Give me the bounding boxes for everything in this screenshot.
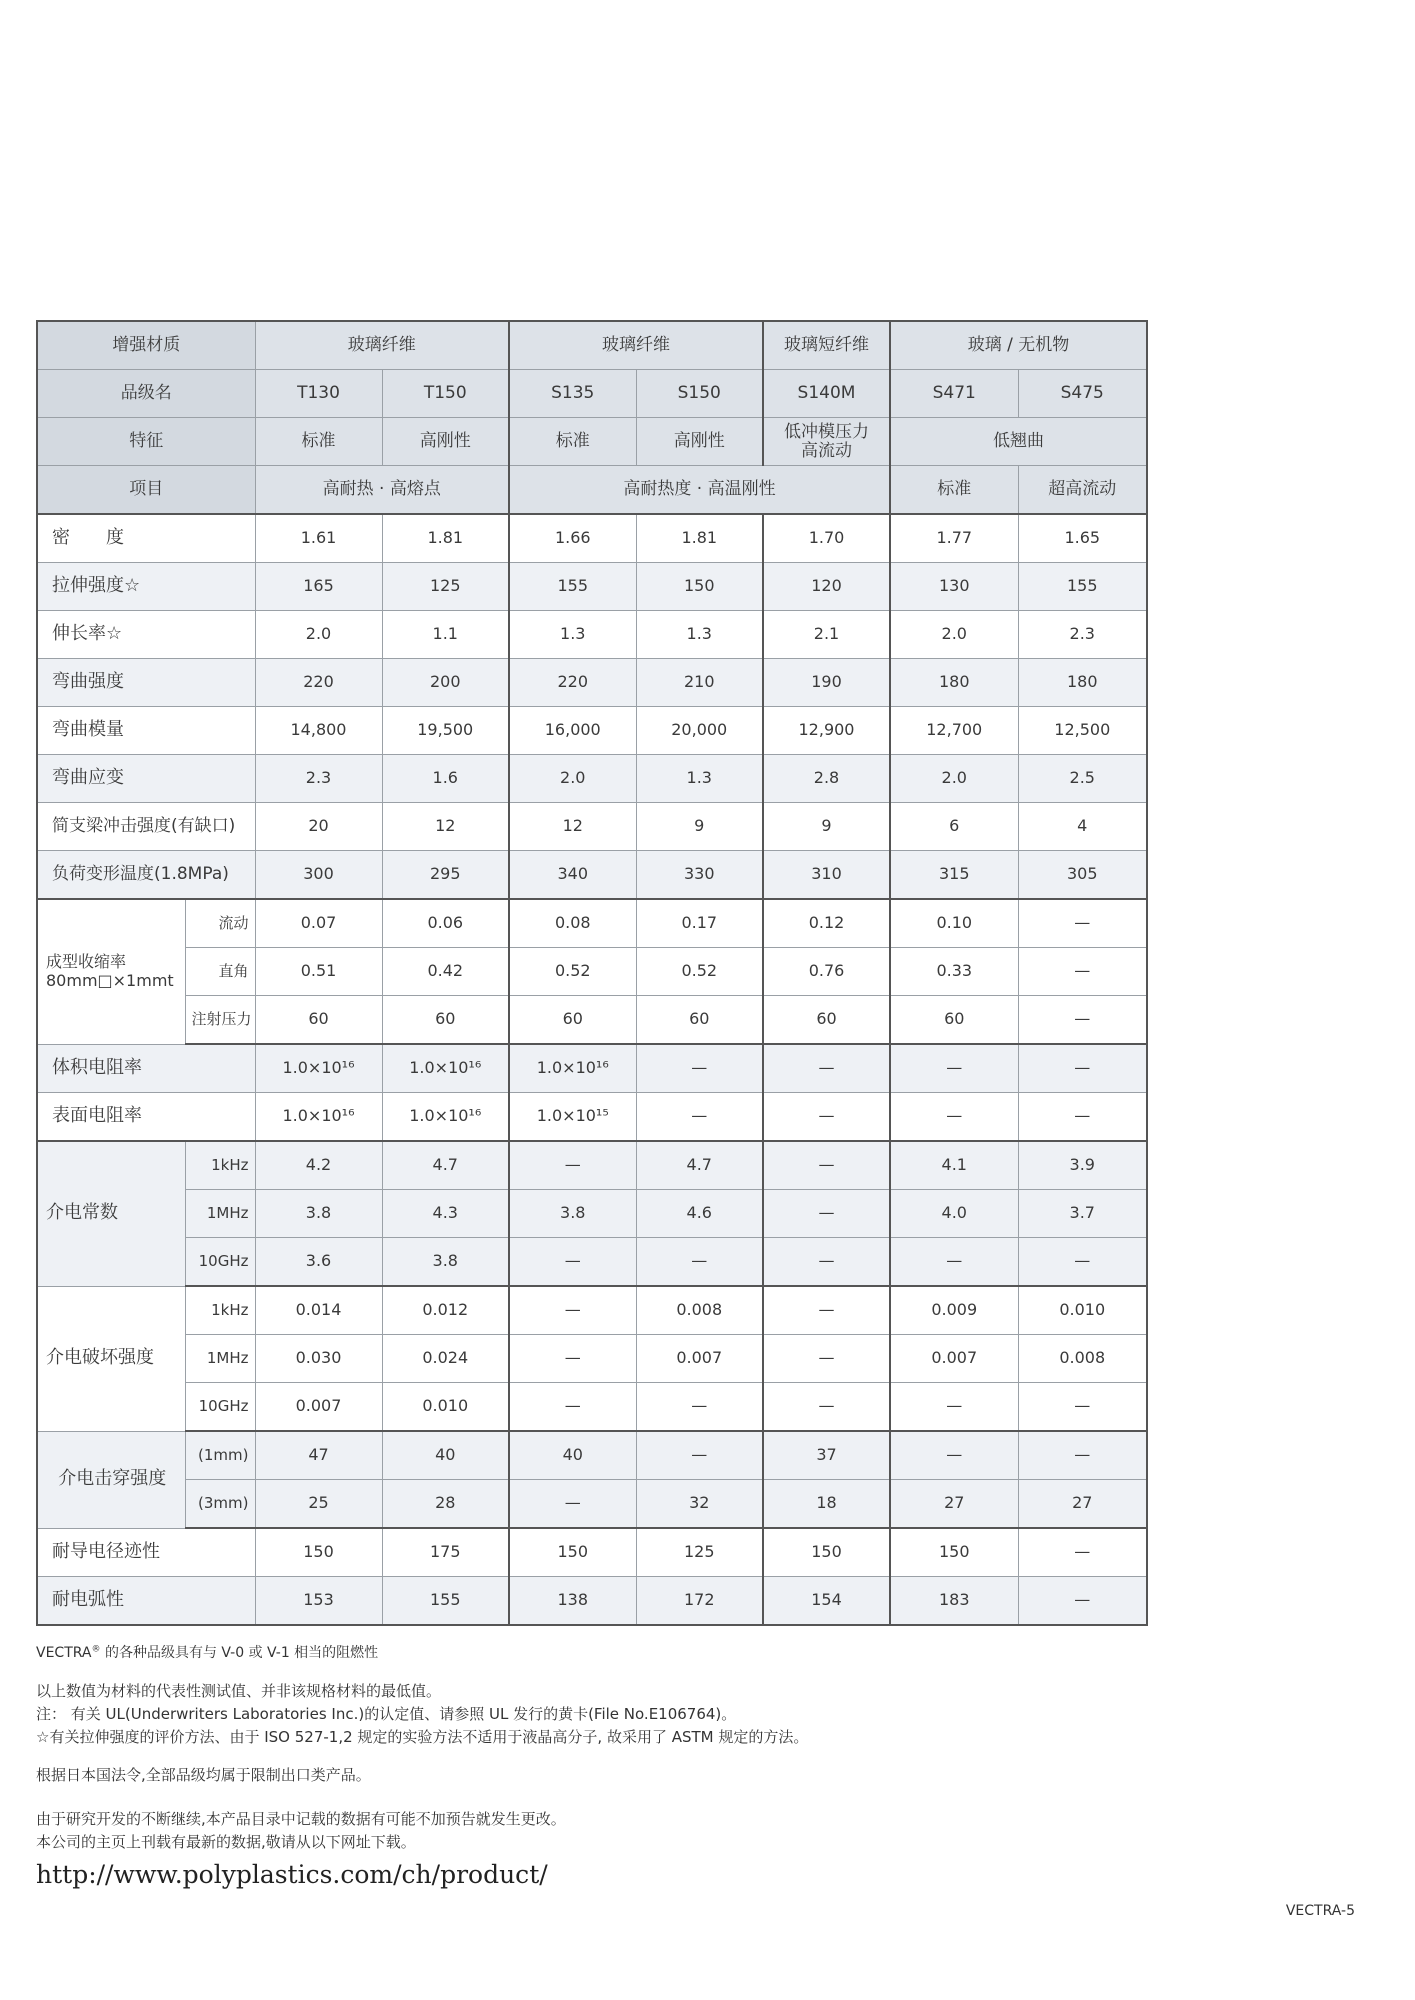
item-label: 项目 bbox=[37, 466, 255, 515]
sub-label: 10GHz bbox=[185, 1383, 255, 1432]
table-row bbox=[37, 1431, 1147, 1480]
value-cell: 0.012 bbox=[382, 1286, 509, 1335]
value-cell: — bbox=[763, 1141, 890, 1190]
value-cell: 2.0 bbox=[509, 755, 636, 803]
table-row bbox=[37, 1044, 1147, 1093]
value-cell: — bbox=[636, 1431, 763, 1480]
table-row bbox=[37, 899, 1147, 948]
value-cell: 165 bbox=[255, 563, 382, 611]
value-cell: 0.52 bbox=[509, 948, 636, 996]
value-cell: 3.8 bbox=[382, 1238, 509, 1287]
value-cell: 40 bbox=[509, 1431, 636, 1480]
value-cell: — bbox=[763, 1335, 890, 1383]
property-table bbox=[36, 320, 1148, 1626]
group-label: 介电击穿强度 bbox=[37, 1431, 185, 1528]
value-cell: — bbox=[763, 1093, 890, 1142]
reinforcement-row bbox=[37, 321, 1147, 370]
table-row bbox=[37, 996, 1147, 1045]
value-cell: 1.0×10¹⁶ bbox=[509, 1044, 636, 1093]
sub-label: (3mm) bbox=[185, 1480, 255, 1529]
value-cell: 0.42 bbox=[382, 948, 509, 996]
value-cell: 9 bbox=[636, 803, 763, 851]
value-cell: 180 bbox=[890, 659, 1018, 707]
value-cell: 2.0 bbox=[255, 611, 382, 659]
value-cell: 0.52 bbox=[636, 948, 763, 996]
value-cell: 1.0×10¹⁶ bbox=[255, 1044, 382, 1093]
table-row bbox=[37, 1190, 1147, 1238]
value-cell: — bbox=[890, 1238, 1018, 1287]
value-cell: 4.7 bbox=[382, 1141, 509, 1190]
note-line: 注： 有关 UL(Underwriters Laboratories Inc.)的认定值、请参照 UL 发行的黄卡(File No.E106764)。 bbox=[36, 1705, 737, 1723]
row-label: 弯曲应变 bbox=[37, 755, 255, 803]
value-cell: 60 bbox=[509, 996, 636, 1045]
value-cell: 12,500 bbox=[1018, 707, 1147, 755]
value-cell: 1.77 bbox=[890, 514, 1018, 563]
feature-cell: 高刚性 bbox=[636, 418, 763, 466]
value-cell: 0.009 bbox=[890, 1286, 1018, 1335]
row-label: 负荷变形温度(1.8MPa) bbox=[37, 851, 255, 900]
value-cell: 60 bbox=[382, 996, 509, 1045]
row-label: 简支梁冲击强度(有缺口) bbox=[37, 803, 255, 851]
value-cell: 20,000 bbox=[636, 707, 763, 755]
value-cell: 60 bbox=[255, 996, 382, 1045]
value-cell: 0.007 bbox=[255, 1383, 382, 1432]
value-cell: 2.3 bbox=[255, 755, 382, 803]
value-cell: — bbox=[890, 1044, 1018, 1093]
grade-name: S150 bbox=[636, 370, 763, 418]
value-cell: 12,900 bbox=[763, 707, 890, 755]
table-row bbox=[37, 803, 1147, 851]
value-cell: 0.010 bbox=[382, 1383, 509, 1432]
value-cell: — bbox=[1018, 996, 1147, 1045]
value-cell: — bbox=[890, 1431, 1018, 1480]
feature-row bbox=[37, 418, 1147, 466]
value-cell: 175 bbox=[382, 1528, 509, 1577]
fire-text: 的各种品级具有与 V-0 或 V-1 相当的阻燃性 bbox=[100, 1645, 379, 1661]
note-line: 本公司的主页上刊载有最新的数据,敬请从以下网址下载。 bbox=[36, 1833, 416, 1851]
table-row bbox=[37, 1286, 1147, 1335]
value-cell: 4.1 bbox=[890, 1141, 1018, 1190]
value-cell: 1.70 bbox=[763, 514, 890, 563]
value-cell: 220 bbox=[255, 659, 382, 707]
value-cell: 315 bbox=[890, 851, 1018, 900]
sub-label: 10GHz bbox=[185, 1238, 255, 1287]
value-cell: 3.9 bbox=[1018, 1141, 1147, 1190]
row-label: 耐电弧性 bbox=[37, 1577, 255, 1626]
value-cell: 12,700 bbox=[890, 707, 1018, 755]
table-row bbox=[37, 563, 1147, 611]
note-line: 以上数值为材料的代表性测试值、并非该规格材料的最低值。 bbox=[36, 1682, 442, 1700]
value-cell: 9 bbox=[763, 803, 890, 851]
value-cell: 3.8 bbox=[255, 1190, 382, 1238]
value-cell: — bbox=[636, 1238, 763, 1287]
table-row bbox=[37, 851, 1147, 900]
value-cell: 32 bbox=[636, 1480, 763, 1529]
value-cell: — bbox=[509, 1335, 636, 1383]
value-cell: 14,800 bbox=[255, 707, 382, 755]
value-cell: 2.5 bbox=[1018, 755, 1147, 803]
sub-label: 注射压力 bbox=[185, 996, 255, 1045]
notes-block bbox=[36, 1680, 808, 1749]
row-label: 弯曲强度 bbox=[37, 659, 255, 707]
table-row bbox=[37, 1577, 1147, 1626]
feature-cell: 低翘曲 bbox=[890, 418, 1147, 466]
table-row bbox=[37, 1335, 1147, 1383]
value-cell: 3.7 bbox=[1018, 1190, 1147, 1238]
value-cell: 4.6 bbox=[636, 1190, 763, 1238]
value-cell: 1.0×10¹⁶ bbox=[382, 1044, 509, 1093]
item-cell: 高耐热 · 高熔点 bbox=[255, 466, 509, 515]
group-label: 介电破坏强度 bbox=[37, 1286, 185, 1431]
value-cell: 2.3 bbox=[1018, 611, 1147, 659]
value-cell: 60 bbox=[763, 996, 890, 1045]
grade-name: T130 bbox=[255, 370, 382, 418]
value-cell: 4.0 bbox=[890, 1190, 1018, 1238]
value-cell: 20 bbox=[255, 803, 382, 851]
value-cell: 47 bbox=[255, 1431, 382, 1480]
feature-cell: 标准 bbox=[509, 418, 636, 466]
feature-cell: 标准 bbox=[255, 418, 382, 466]
value-cell: 340 bbox=[509, 851, 636, 900]
value-cell: 220 bbox=[509, 659, 636, 707]
grade-name: S140M bbox=[763, 370, 890, 418]
sub-label: 1MHz bbox=[185, 1335, 255, 1383]
value-cell: — bbox=[1018, 1577, 1147, 1626]
value-cell: — bbox=[763, 1044, 890, 1093]
value-cell: — bbox=[509, 1238, 636, 1287]
reinforcement-group: 玻璃短纤维 bbox=[763, 321, 890, 370]
value-cell: 0.76 bbox=[763, 948, 890, 996]
group-label: 成型收缩率 80mm□×1mmt bbox=[37, 899, 185, 1044]
page-number: VECTRA-5 bbox=[1285, 1903, 1355, 1919]
export-note: 根据日本国法令,全部品级均属于限制出口类产品。 bbox=[36, 1766, 371, 1784]
value-cell: 25 bbox=[255, 1480, 382, 1529]
value-cell: — bbox=[636, 1044, 763, 1093]
value-cell: 1.1 bbox=[382, 611, 509, 659]
value-cell: 1.0×10¹⁵ bbox=[509, 1093, 636, 1142]
reinforcement-group: 玻璃 / 无机物 bbox=[890, 321, 1147, 370]
sub-label: 1kHz bbox=[185, 1141, 255, 1190]
value-cell: 3.6 bbox=[255, 1238, 382, 1287]
table-row bbox=[37, 1480, 1147, 1529]
value-cell: 18 bbox=[763, 1480, 890, 1529]
grade-name: T150 bbox=[382, 370, 509, 418]
value-cell: 4.7 bbox=[636, 1141, 763, 1190]
table-row bbox=[37, 755, 1147, 803]
value-cell: — bbox=[763, 1238, 890, 1287]
value-cell: 190 bbox=[763, 659, 890, 707]
value-cell: 37 bbox=[763, 1431, 890, 1480]
value-cell: — bbox=[763, 1383, 890, 1432]
value-cell: 0.08 bbox=[509, 899, 636, 948]
value-cell: 1.0×10¹⁶ bbox=[382, 1093, 509, 1142]
grade-name: S135 bbox=[509, 370, 636, 418]
sub-label: 1MHz bbox=[185, 1190, 255, 1238]
value-cell: 1.66 bbox=[509, 514, 636, 563]
value-cell: 16,000 bbox=[509, 707, 636, 755]
value-cell: 6 bbox=[890, 803, 1018, 851]
row-label: 伸长率☆ bbox=[37, 611, 255, 659]
grade-name: S471 bbox=[890, 370, 1018, 418]
value-cell: 310 bbox=[763, 851, 890, 900]
note-line: ☆有关拉伸强度的评价方法、由于 ISO 527-1,2 规定的实验方法不适用于液晶高分子, 故采用了 ASTM 规定的方法。 bbox=[36, 1728, 809, 1746]
value-cell: 0.51 bbox=[255, 948, 382, 996]
feature-cell: 高刚性 bbox=[382, 418, 509, 466]
row-label: 弯曲模量 bbox=[37, 707, 255, 755]
row-label: 耐导电径迹性 bbox=[37, 1528, 255, 1577]
value-cell: 4.2 bbox=[255, 1141, 382, 1190]
sub-label: 1kHz bbox=[185, 1286, 255, 1335]
value-cell: 1.3 bbox=[509, 611, 636, 659]
table-row bbox=[37, 707, 1147, 755]
item-cell: 超高流动 bbox=[1018, 466, 1147, 515]
value-cell: 1.81 bbox=[636, 514, 763, 563]
value-cell: 0.014 bbox=[255, 1286, 382, 1335]
value-cell: 150 bbox=[509, 1528, 636, 1577]
value-cell: — bbox=[763, 1286, 890, 1335]
value-cell: 1.61 bbox=[255, 514, 382, 563]
value-cell: 0.33 bbox=[890, 948, 1018, 996]
value-cell: — bbox=[1018, 1093, 1147, 1142]
value-cell: 3.8 bbox=[509, 1190, 636, 1238]
value-cell: 295 bbox=[382, 851, 509, 900]
value-cell: 125 bbox=[382, 563, 509, 611]
value-cell: 330 bbox=[636, 851, 763, 900]
value-cell: 120 bbox=[763, 563, 890, 611]
fire-brand: VECTRA bbox=[36, 1645, 92, 1661]
value-cell: 0.030 bbox=[255, 1335, 382, 1383]
value-cell: 150 bbox=[763, 1528, 890, 1577]
value-cell: 1.6 bbox=[382, 755, 509, 803]
value-cell: 2.0 bbox=[890, 755, 1018, 803]
value-cell: 60 bbox=[636, 996, 763, 1045]
row-label: 密 度 bbox=[37, 514, 255, 563]
value-cell: 12 bbox=[382, 803, 509, 851]
value-cell: 150 bbox=[255, 1528, 382, 1577]
value-cell: — bbox=[509, 1141, 636, 1190]
sub-label: 直角 bbox=[185, 948, 255, 996]
value-cell: — bbox=[636, 1383, 763, 1432]
value-cell: 200 bbox=[382, 659, 509, 707]
reinforcement-label: 增强材质 bbox=[37, 321, 255, 370]
reinforcement-group: 玻璃纤维 bbox=[509, 321, 763, 370]
value-cell: — bbox=[1018, 1383, 1147, 1432]
value-cell: 180 bbox=[1018, 659, 1147, 707]
value-cell: 0.007 bbox=[890, 1335, 1018, 1383]
value-cell: 0.008 bbox=[1018, 1335, 1147, 1383]
feature-cell: 低冲模压力 高流动 bbox=[763, 418, 890, 466]
table-row bbox=[37, 659, 1147, 707]
value-cell: — bbox=[509, 1286, 636, 1335]
value-cell: 4 bbox=[1018, 803, 1147, 851]
value-cell: 0.008 bbox=[636, 1286, 763, 1335]
row-label: 表面电阻率 bbox=[37, 1093, 255, 1142]
value-cell: 155 bbox=[1018, 563, 1147, 611]
value-cell: — bbox=[1018, 1528, 1147, 1577]
value-cell: 60 bbox=[890, 996, 1018, 1045]
value-cell: 154 bbox=[763, 1577, 890, 1626]
row-label: 拉伸强度☆ bbox=[37, 563, 255, 611]
value-cell: 150 bbox=[890, 1528, 1018, 1577]
value-cell: 138 bbox=[509, 1577, 636, 1626]
value-cell: — bbox=[1018, 948, 1147, 996]
value-cell: 19,500 bbox=[382, 707, 509, 755]
value-cell: 4.3 bbox=[382, 1190, 509, 1238]
grade-row bbox=[37, 370, 1147, 418]
value-cell: 305 bbox=[1018, 851, 1147, 900]
value-cell: 0.12 bbox=[763, 899, 890, 948]
table-row bbox=[37, 611, 1147, 659]
value-cell: 125 bbox=[636, 1528, 763, 1577]
value-cell: 0.06 bbox=[382, 899, 509, 948]
sub-label: (1mm) bbox=[185, 1431, 255, 1480]
value-cell: 150 bbox=[636, 563, 763, 611]
item-row bbox=[37, 466, 1147, 515]
value-cell: 172 bbox=[636, 1577, 763, 1626]
reinforcement-group: 玻璃纤维 bbox=[255, 321, 509, 370]
grade-name: S475 bbox=[1018, 370, 1147, 418]
value-cell: 0.07 bbox=[255, 899, 382, 948]
value-cell: 0.010 bbox=[1018, 1286, 1147, 1335]
revision-notes bbox=[36, 1808, 566, 1854]
table-row bbox=[37, 1141, 1147, 1190]
table-row bbox=[37, 948, 1147, 996]
product-url-link[interactable]: http://www.polyplastics.com/ch/product/ bbox=[36, 1860, 548, 1889]
value-cell: 2.1 bbox=[763, 611, 890, 659]
value-cell: — bbox=[1018, 1431, 1147, 1480]
table-row bbox=[37, 1528, 1147, 1577]
value-cell: 210 bbox=[636, 659, 763, 707]
value-cell: 1.81 bbox=[382, 514, 509, 563]
table-row bbox=[37, 1093, 1147, 1142]
item-cell: 高耐热度 · 高温刚性 bbox=[509, 466, 890, 515]
value-cell: — bbox=[890, 1383, 1018, 1432]
table-row bbox=[37, 514, 1147, 563]
value-cell: 2.0 bbox=[890, 611, 1018, 659]
value-cell: 1.3 bbox=[636, 611, 763, 659]
value-cell: — bbox=[890, 1093, 1018, 1142]
value-cell: 0.17 bbox=[636, 899, 763, 948]
value-cell: 300 bbox=[255, 851, 382, 900]
value-cell: — bbox=[763, 1190, 890, 1238]
value-cell: 153 bbox=[255, 1577, 382, 1626]
table-row bbox=[37, 1383, 1147, 1432]
flame-retardancy-note bbox=[36, 1642, 378, 1662]
sub-label: 流动 bbox=[185, 899, 255, 948]
value-cell: — bbox=[509, 1480, 636, 1529]
value-cell: 40 bbox=[382, 1431, 509, 1480]
value-cell: — bbox=[509, 1383, 636, 1432]
value-cell: 0.10 bbox=[890, 899, 1018, 948]
value-cell: — bbox=[1018, 1044, 1147, 1093]
value-cell: — bbox=[636, 1093, 763, 1142]
value-cell: 2.8 bbox=[763, 755, 890, 803]
value-cell: 27 bbox=[890, 1480, 1018, 1529]
value-cell: 0.024 bbox=[382, 1335, 509, 1383]
value-cell: 28 bbox=[382, 1480, 509, 1529]
value-cell: 130 bbox=[890, 563, 1018, 611]
value-cell: 1.0×10¹⁶ bbox=[255, 1093, 382, 1142]
value-cell: 12 bbox=[509, 803, 636, 851]
value-cell: 0.007 bbox=[636, 1335, 763, 1383]
value-cell: 1.3 bbox=[636, 755, 763, 803]
table-row bbox=[37, 1238, 1147, 1287]
value-cell: 155 bbox=[382, 1577, 509, 1626]
group-label: 介电常数 bbox=[37, 1141, 185, 1286]
note-line: 由于研究开发的不断继续,本产品目录中记载的数据有可能不加预告就发生更改。 bbox=[36, 1810, 566, 1828]
value-cell: 27 bbox=[1018, 1480, 1147, 1529]
value-cell: 183 bbox=[890, 1577, 1018, 1626]
registered-mark: ® bbox=[91, 1644, 101, 1655]
row-label: 体积电阻率 bbox=[37, 1044, 255, 1093]
value-cell: 1.65 bbox=[1018, 514, 1147, 563]
feature-label: 特征 bbox=[37, 418, 255, 466]
value-cell: 155 bbox=[509, 563, 636, 611]
grade-label: 品级名 bbox=[37, 370, 255, 418]
value-cell: — bbox=[1018, 899, 1147, 948]
value-cell: — bbox=[1018, 1238, 1147, 1287]
item-cell: 标准 bbox=[890, 466, 1018, 515]
